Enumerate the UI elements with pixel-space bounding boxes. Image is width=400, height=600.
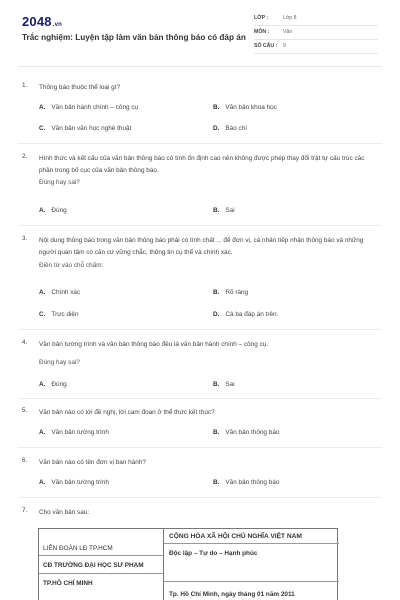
option-text: Văn bản thông báo: [225, 479, 280, 486]
doc-date: Tp. Hồ Chí Minh, ngày tháng 01 năm 2011: [169, 591, 295, 598]
option-b[interactable]: [213, 104, 277, 111]
option-text: Văn bản khoa học: [225, 104, 277, 111]
option-text: Cả ba đáp án trên.: [225, 311, 279, 318]
question-text: Văn bản tường trình và văn bản thông báo đều là văn bản hành chính – công cụ.: [39, 341, 269, 348]
option-label: B.: [213, 381, 220, 388]
option-label: A.: [39, 479, 46, 486]
option-c[interactable]: [39, 125, 131, 132]
option-b[interactable]: [213, 207, 235, 214]
question-number: 6.: [22, 457, 28, 464]
option-a[interactable]: [39, 381, 67, 388]
question-divider: [18, 398, 382, 399]
option-b[interactable]: [213, 381, 235, 388]
question-prompt: Đúng hay sai?: [39, 179, 80, 186]
option-label: B.: [213, 289, 220, 296]
option-a[interactable]: [39, 104, 138, 111]
option-label: A.: [39, 289, 46, 296]
table-row-divider: [39, 573, 163, 574]
question-text: Thông báo thuộc thể loại gì?: [39, 84, 121, 91]
option-text: Rõ ràng: [225, 289, 249, 296]
question-divider: [18, 225, 382, 226]
option-a[interactable]: [39, 207, 67, 214]
question-divider: [18, 329, 382, 330]
meta-row-subject: [254, 26, 378, 40]
page-title: Trắc nghiệm: Luyện tập làm văn bản thông báo có đáp án: [22, 33, 246, 42]
option-b[interactable]: [213, 289, 248, 296]
option-text: Sai: [225, 207, 235, 214]
option-label: B.: [213, 479, 220, 486]
question-number: 4.: [22, 339, 28, 346]
meta-key: SỐ CÂU :: [254, 43, 278, 49]
question-text: Văn bản nào có tên đơn vị ban hành?: [39, 459, 146, 466]
question-text: Văn bản nào có lời đề nghị, lời cam đoan ở thể thức kết thúc?: [39, 409, 215, 416]
logo-tld: .vn: [52, 22, 63, 28]
meta-key: LỚP :: [254, 15, 269, 21]
option-label: A.: [39, 104, 46, 111]
option-c[interactable]: [39, 311, 79, 318]
question-text: Nội dung thông báo trong văn bản thông báo phải có tính chất ... để đơn vị, cá nhân tiếp nhận thông báo và những người quan tâm có căn cứ vững chắc, thông tin cụ thể và chính xác.: [39, 237, 364, 256]
question-divider: [18, 497, 382, 498]
table-column-divider: [163, 529, 164, 600]
meta-value: 9: [283, 43, 286, 49]
meta-key: MÔN :: [254, 29, 270, 35]
document-table: [38, 528, 338, 600]
question-prompt: Đúng hay sai?: [39, 359, 80, 366]
option-label: C.: [39, 125, 46, 132]
site-logo[interactable]: [22, 14, 62, 29]
page-header: [0, 0, 400, 72]
option-label: D.: [213, 125, 220, 132]
option-a[interactable]: [39, 479, 109, 486]
option-label: B.: [213, 207, 220, 214]
option-label: B.: [213, 104, 220, 111]
option-a[interactable]: [39, 429, 109, 436]
logo-number: 2048: [22, 14, 52, 29]
table-row-divider: [164, 543, 339, 544]
question-divider: [18, 143, 382, 144]
doc-org-line-2: CĐ TRƯỜNG ĐẠI HỌC SƯ PHẠM: [43, 562, 144, 569]
option-text: Văn bản văn học nghệ thuật: [51, 125, 132, 132]
option-text: Văn bản hành chính – công cụ: [51, 104, 139, 111]
option-d[interactable]: [213, 125, 247, 132]
option-text: Trực diện: [51, 311, 79, 318]
option-label: D.: [213, 311, 220, 318]
option-text: Đúng: [51, 207, 67, 214]
question-number: 1.: [22, 82, 28, 89]
header-divider: [18, 66, 382, 67]
doc-org-line-1: LIÊN ĐOÀN LĐ TP.HCM: [43, 545, 113, 552]
option-label: B.: [213, 429, 220, 436]
doc-motto: Độc lập – Tự do – Hạnh phúc: [169, 550, 258, 557]
meta-value: Lớp 8: [283, 15, 297, 21]
option-a[interactable]: [39, 289, 80, 296]
option-label: A.: [39, 207, 46, 214]
option-label: C.: [39, 311, 46, 318]
table-row-divider: [164, 581, 339, 582]
option-text: Văn bản tường trình: [51, 429, 109, 436]
question-divider: [18, 447, 382, 448]
meta-value: Văn: [283, 29, 293, 35]
question-number: 2.: [22, 153, 28, 160]
meta-row-count: [254, 40, 378, 54]
quiz-meta: [254, 12, 378, 54]
question-number: 7.: [22, 507, 28, 514]
doc-org-line-3: TP.HỒ CHÍ MINH: [43, 580, 93, 587]
option-text: Báo chí: [225, 125, 248, 132]
option-text: Sai: [225, 381, 235, 388]
question-prompt: Điền từ vào chỗ chấm:: [39, 262, 104, 269]
option-text: Văn bản thông báo: [225, 429, 280, 436]
question-number: 5.: [22, 407, 28, 414]
option-text: Văn bản tường trình: [51, 479, 109, 486]
question-text: Cho văn bản sau:: [39, 509, 90, 516]
meta-row-class: [254, 12, 378, 26]
option-label: A.: [39, 381, 46, 388]
option-b[interactable]: [213, 479, 279, 486]
doc-nation-title: CỘNG HÒA XÃ HỘI CHỦ NGHĨA VIỆT NAM: [169, 533, 302, 540]
question-number: 3.: [22, 235, 28, 242]
option-label: A.: [39, 429, 46, 436]
option-b[interactable]: [213, 429, 279, 436]
option-text: Chính xác: [51, 289, 81, 296]
option-text: Đúng: [51, 381, 67, 388]
option-d[interactable]: [213, 311, 278, 318]
question-text: Hình thức và kết cấu của văn bản thông báo có tính ổn định cao nên không được phép thay đổi trật tự cấu trúc các phần trong bố cục của văn bản thông báo.: [39, 155, 365, 174]
table-row-divider: [39, 555, 163, 556]
